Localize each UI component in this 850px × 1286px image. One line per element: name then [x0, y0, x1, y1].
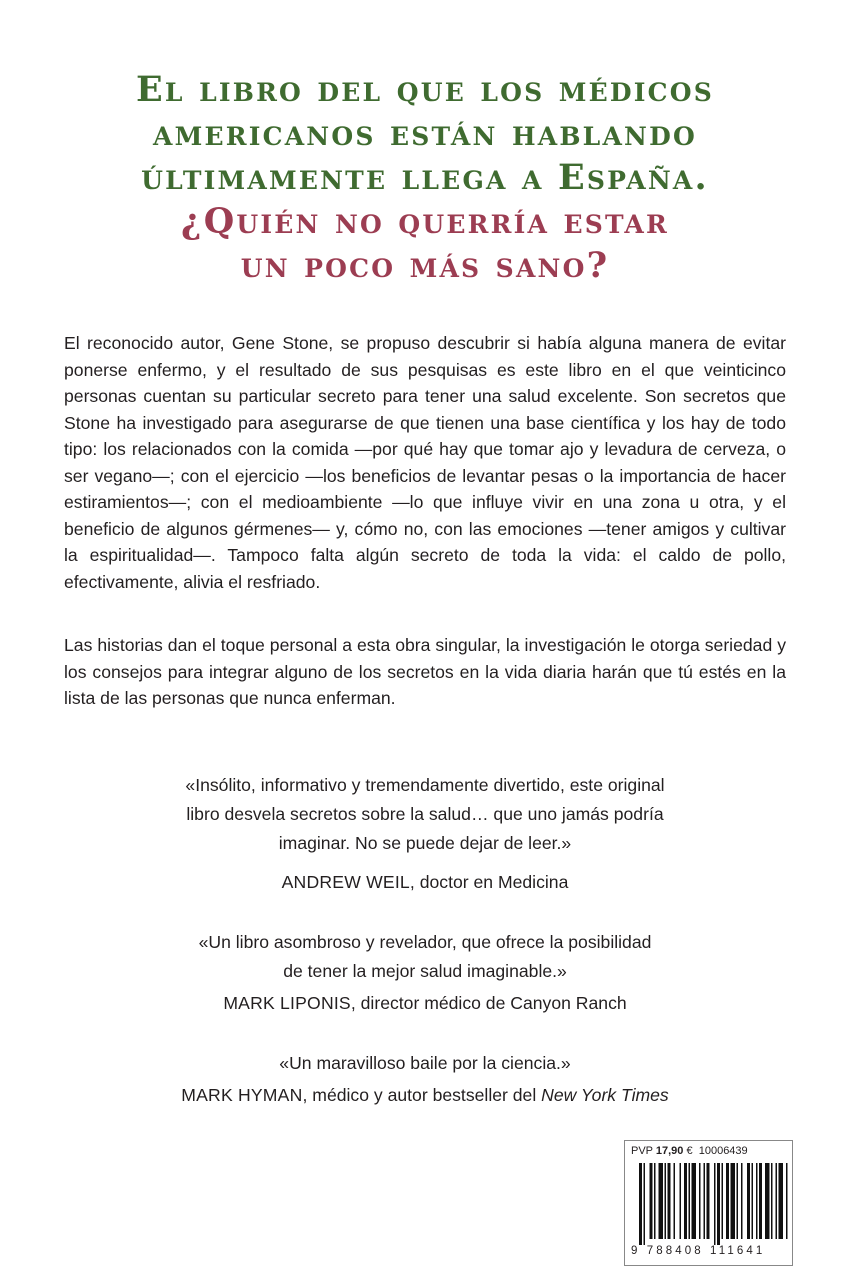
barcode-bar: [786, 1163, 788, 1239]
barcode-bar: [737, 1163, 739, 1239]
barcode-panel: [624, 1140, 793, 1266]
barcode-bar: [779, 1163, 784, 1239]
barcode-bar: [659, 1163, 664, 1239]
barcode-icon: [625, 1161, 792, 1245]
blurb-quote: [100, 771, 750, 858]
price-amount: 17,90: [655, 1145, 684, 1157]
blurb-attribution: [100, 1082, 750, 1108]
barcode-bar: [665, 1163, 667, 1239]
price-prefix: PVP: [631, 1145, 653, 1157]
attribution-name: MARK LIPONIS: [223, 993, 351, 1013]
blurb-quote: [100, 928, 750, 986]
blurb-quote: [100, 1049, 750, 1078]
isbn-digits: 9 788408 111641: [631, 1245, 766, 1257]
barcode-bar: [722, 1163, 724, 1239]
synopsis-paragraph: El reconocido autor, Gene Stone, se propuso descubrir si había alguna manera de evitar ponerse enfermo, y el resultado de sus pesquisas es este libro en el que veinticinco personas cuentan su particular secreto para tener una salud excelente. Son secretos que Stone ha investigado para asegurarse de que tienen una base científica y los hay de todo tipo: los relacionados con la comida —por qué hay que tomar ajo y levadura de cerveza, o ser vegano—; con el ejercicio —los beneficios de levantar pesas o la importancia de hacer estiramientos—; con el medioambiente —lo que influye vivir en una zona u otra, y el beneficio de algunos gérmenes— y, cómo no, con las emociones —tener amigos y cultivar la espiritualidad—. Tampoco falta algún secreto de toda la vida: el caldo de pollo, efectivamente, alivia el resfriado.: [64, 333, 786, 592]
product-code: 10006439: [698, 1145, 748, 1157]
headline-line: americanos están hablando: [153, 113, 697, 154]
attribution-role: , médico y autor bestseller del: [302, 1085, 542, 1105]
barcode-bar: [684, 1163, 687, 1239]
barcode-bar: [689, 1163, 691, 1239]
barcode-bar: [756, 1163, 758, 1239]
attribution-publication: New York Times: [541, 1085, 669, 1105]
headline-primary: [0, 68, 850, 200]
blurb-attribution: [100, 990, 750, 1016]
quote-line: «Un libro asombroso y revelador, que ofrece la posibilidad: [198, 932, 652, 952]
barcode-bar: [717, 1163, 720, 1245]
barcode-bar: [680, 1163, 682, 1239]
attribution-name: ANDREW WEIL: [281, 872, 410, 892]
barcode-bar: [776, 1163, 778, 1239]
barcode-bar: [639, 1163, 642, 1245]
barcode-bar: [741, 1163, 743, 1239]
barcode-bar: [747, 1163, 750, 1239]
barcode-bar: [771, 1163, 773, 1239]
headline-line: últimamente llega a España.: [141, 157, 709, 198]
barcode-bar: [668, 1163, 671, 1239]
attribution-role: , doctor en Medicina: [409, 872, 569, 892]
quote-line: imaginar. No se puede dejar de leer.»: [278, 833, 572, 853]
barcode-bar: [699, 1163, 701, 1239]
barcode-bar: [759, 1163, 762, 1239]
barcode-bar: [765, 1163, 770, 1239]
barcode-bar: [674, 1163, 676, 1239]
barcode-bar: [692, 1163, 697, 1239]
headline-line: ¿Quién no querría estar: [181, 201, 669, 242]
price-line: [631, 1144, 788, 1158]
barcode-bar: [707, 1163, 710, 1239]
synopsis-paragraph: Las historias dan el toque personal a esta obra singular, la investigación le otorga seriedad y los consejos para integrar alguno de los secretos en la vida diaria harán que tú estés en la lista de las personas que nunca enferman.: [64, 635, 786, 708]
quote-line: «Un maravilloso baile por la ciencia.»: [279, 1053, 571, 1073]
quote-line: de tener la mejor salud imaginable.»: [283, 961, 567, 981]
barcode-bar: [731, 1163, 736, 1239]
headline-question: [0, 200, 850, 288]
attribution-name: MARK HYMAN: [181, 1085, 303, 1105]
barcode-bar: [644, 1163, 646, 1245]
barcode-bar: [714, 1163, 716, 1245]
barcode-bar: [704, 1163, 706, 1239]
headline-line: un poco más sano?: [240, 245, 610, 286]
barcode-bar: [650, 1163, 653, 1239]
quote-line: libro desvela secretos sobre la salud… que uno jamás podría: [186, 804, 664, 824]
headline-line: El libro del que los médicos: [136, 69, 714, 110]
barcode-bar: [726, 1163, 729, 1239]
barcode-bar: [752, 1163, 754, 1239]
quote-line: «Insólito, informativo y tremendamente divertido, este original: [185, 775, 665, 795]
price-currency: €: [686, 1145, 693, 1157]
blurb-attribution: [100, 869, 750, 895]
attribution-role: , director médico de Canyon Ranch: [350, 993, 627, 1013]
barcode-bar: [654, 1163, 656, 1239]
